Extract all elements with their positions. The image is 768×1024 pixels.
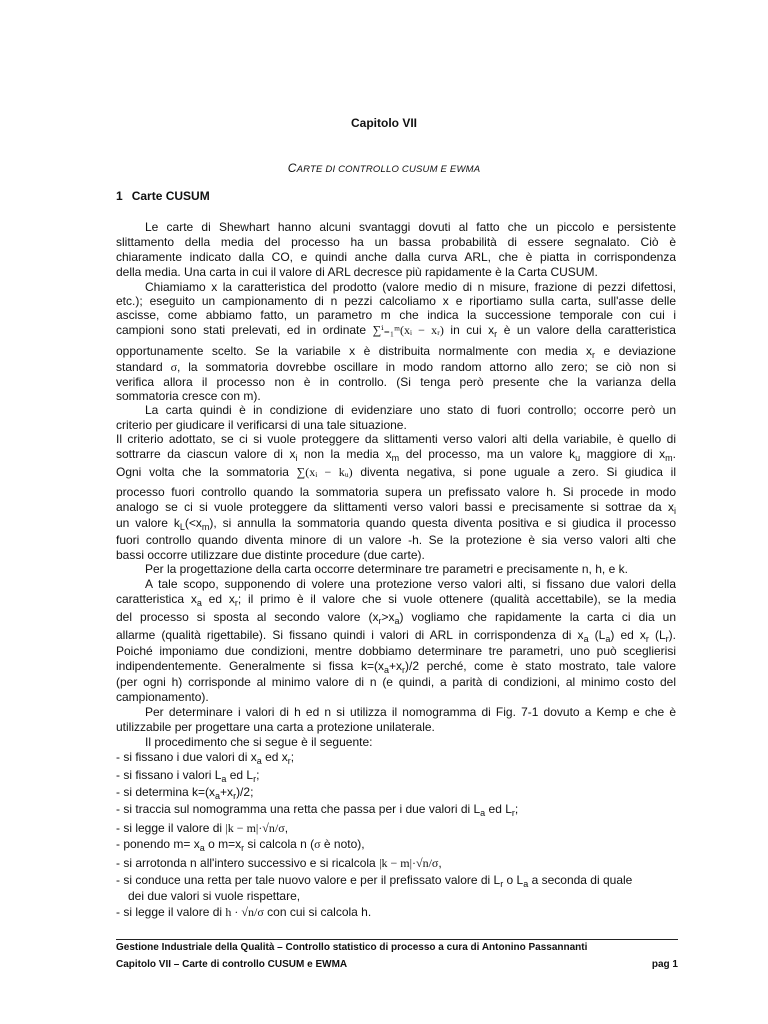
subtitle-smallcaps: ARTE DI CONTROLLO CUSUM E EWMA	[296, 164, 481, 175]
list-item: - si fissano i valori $L_a$ ed $L_r$;	[116, 769, 260, 784]
text-line: fuori controllo quando diventa minore di un valore -h. Se la protezione è sia verso valori alti che	[116, 534, 676, 547]
text-line: (per ogni h) corrisponde al minimo valore di n (e quindi, a parità di condizioni, al minimo costo del	[116, 676, 676, 689]
footer-line: Gestione Industriale della Qualità – Controllo statistico di processo a cura di Antonino Passannanti	[116, 942, 588, 953]
text-line: sommatoria cresce con m).	[116, 390, 261, 403]
text-line: della media. Una carta in cui il valore di ARL decresce più rapidamente è la Carta CUSUM.	[116, 266, 598, 279]
text-line: un valore $k_L(<x_m)$, si annulla la sommatoria quando questa diventa positiva e si giudica il processo	[116, 517, 676, 532]
sum-formula-ku: ∑(xᵢ − kᵤ)	[296, 466, 353, 479]
footer-line	[116, 959, 678, 970]
section-label: Carte CUSUM	[131, 189, 210, 203]
text-line: verifica allora il processo non è in controllo. (Si tenga però presente che la varianza della	[116, 376, 676, 389]
text-line: slittamento della media del processo ha un bassa probabilità di essere segnalato. Ciò è	[116, 236, 676, 249]
list-item: - si legge il valore di h · √n/σ con cui si calcola h.	[116, 906, 372, 919]
text-line: campioni sono stati prelevati, ed in ordinate ∑ⁱ₌₁ᵐ(xᵢ − xᵣ) in cui $x_r$ è un valore della caratteristica	[116, 324, 676, 339]
footer-chapter: Capitolo VII – Carte di controllo CUSUM e EWMA	[116, 959, 348, 970]
list-item: - si fissano i due valori di $x_a$ ed $x_r$;	[116, 751, 295, 766]
list-item: - si conduce una retta per tale nuovo valore e per il prefissato valore di $L_r$ o $L_a$ a seconda di quale	[116, 874, 633, 889]
text-line: Le carte di Shewhart hanno alcuni svantaggi dovuti al fatto che un piccolo e persistente	[145, 221, 676, 234]
subtitle-initial: C	[287, 161, 297, 175]
formula-kmn: |k − m|·√n/σ	[225, 822, 285, 835]
chapter-title: Capitolo VII	[351, 116, 417, 130]
text-line: ascisse, come abbiamo fatto, un parametro m che indica la successione temporale con cui i	[116, 309, 676, 322]
sigma-symbol: σ	[170, 361, 178, 374]
text-line: Ogni volta che la sommatoria ∑(xᵢ − kᵤ) diventa negativa, si pone uguale a zero. Si giudica il	[116, 466, 676, 479]
page-number: pag 1	[651, 959, 678, 970]
formula-kmn-recalc: |k − m|·√n/σ	[379, 857, 439, 870]
text-line: analogo se ci si vuole proteggere da slittamenti verso valori bassi e precisamente si sottrae da $x_i$	[116, 501, 676, 516]
section-number: 1	[116, 189, 123, 203]
sum-formula-xr: ∑ⁱ₌₁ᵐ(xᵢ − xᵣ)	[372, 324, 444, 337]
text-line: Poiché imponiamo due condizioni, mentre dobbiamo determinare tre parametri, uno può sceglierisi	[116, 645, 676, 658]
text-line: etc.); eseguito un campionamento di n pezzi calcoliamo x e riportiamo sulla carta, sull'asse delle	[116, 295, 676, 308]
chapter-subtitle	[0, 161, 768, 175]
list-item: - si determina $k=(x_a+x_r)/2$;	[116, 786, 254, 801]
section-heading	[116, 189, 210, 203]
list-item: - si legge il valore di |k − m|·√n/σ,	[116, 822, 289, 835]
list-item: - ponendo $m= x_a$ o $m=x_r$ si calcola n (σ è noto),	[116, 838, 365, 853]
list-item: - si traccia sul nomogramma una retta che passa per i due valori di $L_a$ ed $L_r$;	[116, 803, 519, 818]
text-line: Il procedimento che si segue è il seguente:	[145, 736, 373, 749]
text-line: criterio per giudicare il verificarsi di una tale situazione.	[116, 419, 407, 432]
text-line: chiaramente indicato dalla CO, e quindi anche dalla curva ARL, che è piatta in corrispondenza	[116, 251, 676, 264]
text-line: La carta quindi è in condizione di evidenziare uno stato di fuori controllo; occorre però un	[145, 404, 676, 417]
list-item: - si arrotonda n all'intero successivo e si ricalcola |k − m|·√n/σ,	[116, 857, 442, 870]
text-line: Il criterio adottato, se ci si vuole proteggere da slittamenti verso valori alti della variabile, è quello di	[116, 433, 676, 446]
text-line: Chiamiamo x la caratteristica del prodotto (valore medio di n misure, frazione di pezzi difettosi,	[145, 281, 676, 294]
text-line: opportunamente scelto. Se la variabile x è distribuita normalmente con media $x_r$ e deviazione	[116, 345, 676, 360]
text-line: del processo si sposta al secondo valore $(x_r>x_a)$ vogliamo che rapidamente la carta ci dia un	[116, 611, 676, 626]
formula-hn: h · √n/σ	[225, 906, 264, 919]
text-line: Per la progettazione della carta occorre determinare tre parametri e precisamente n, h, e k.	[145, 563, 628, 576]
text-line: bassi occorre utilizzare due distinte procedure (due carte).	[116, 549, 425, 562]
text-line: utilizzabile per progettare una carta a protezione unilaterale.	[116, 721, 435, 734]
text-line: indipendentemente. Generalmente si fissa $k=(x_a+x_r)/2$ perché, come è stato mostrato, tale valore	[116, 660, 676, 675]
list-item: dei due valori si vuole rispettare,	[128, 890, 301, 903]
text-line: A tale scopo, supponendo di volere una protezione verso valori alti, si fissano due valori della	[145, 578, 676, 591]
text-line: standard σ, la sommatoria dovrebbe oscillare in modo random attorno allo zero; se ciò non si	[116, 361, 676, 374]
text-line: sottrarre da ciascun valore di $x_i$ non la media $x_m$ del processo, ma un valore $k_u$ maggiore di $x_m$.	[116, 448, 676, 463]
footer-divider	[116, 939, 678, 940]
text-line: allarme (qualità rigettabile). Si fissano quindi i valori di ARL in corrispondenza di $x_a$ $(L_a)$ ed $x_r$ $(L_r)$.	[116, 629, 676, 644]
text-line: processo fuori controllo quando la sommatoria supera un prefissato valore h. Si procede in modo	[116, 486, 676, 499]
text-line: campionamento).	[116, 691, 209, 704]
text-line: caratteristica $x_a$ ed $x_r$; il primo è il valore che si vuole ottenere (qualità accettabile), se la media	[116, 593, 676, 608]
text-line: Per determinare i valori di h ed n si utilizza il nomogramma di Fig. 7-1 dovuto a Kemp e che è	[145, 706, 676, 719]
